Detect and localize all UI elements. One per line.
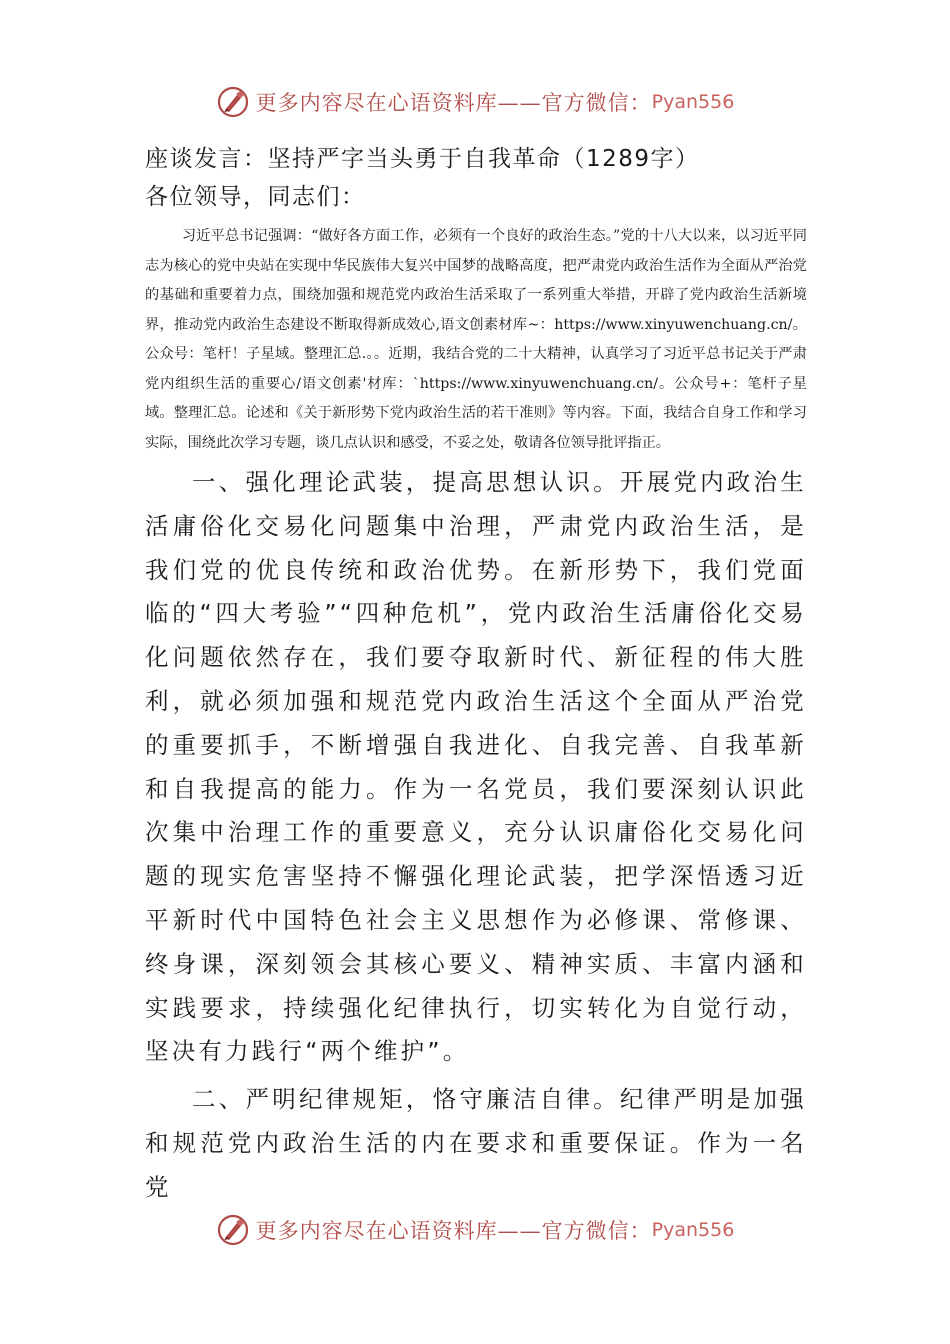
paragraph-1: 一、强化理论武装，提高思想认识。开展党内政治生活庸俗化交易化问题集中治理，严肃党内政治生活，是我们党的优良传统和政治优势。在新形势下，我们党面临的“四大考验”“四种危机”，党内政治生活庸俗化交易化问题依然存在，我们要夺取新时代、新征程的伟大胜利，就必须加强和规范党内政治生活这个全面从严治党的重要抓手，不断增强自我进化、自我完善、自我革新和自我提高的能力。作为一名党员，我们要深刻认识此次集中治理工作的重要意义，充分认识庸俗化交易化问题的现实危害坚持不懈强化理论武装，把学深悟透习近平新时代中国特色社会主义思想作为必修课、常修课、终身课，深刻领会其核心要义、精神实质、丰富内涵和实践要求，持续强化纪律执行，切实转化为自觉行动，坚决有力践行“两个维护”。: [145, 468, 807, 1066]
document-title: 座谈发言：坚持严字当头勇于自我革命（1289字）: [145, 146, 700, 172]
banner-wechat-id: Pyan556: [651, 91, 735, 113]
header-banner: [0, 82, 950, 122]
pen-nib-logo-icon: [216, 85, 250, 119]
salutation: 各位领导，同志们：: [145, 184, 366, 210]
paragraph-2: 二、严明纪律规矩，恪守廉洁自律。纪律严明是加强和规范党内政治生活的内在要求和重要保证。作为一名党: [145, 1085, 807, 1201]
document-body: [145, 140, 807, 1210]
intro-paragraph: 习近平总书记强调：“做好各方面工作，必须有一个良好的政治生态。”党的十八大以来，以习近平同志为核心的党中央站在实现中华民族伟大复兴中国梦的战略高度，把严肃党内政治生活作为全面从严治党的基础和重要着力点，围绕加强和规范党内政治生活采取了一系列重大举措，开辟了党内政治生活新境界，推动党内政治生态建设不断取得新成效心,语文创素材库~：https://www.xinyuwenchuang.cn/。公众号：笔杆！子星域。整理汇总.。。近期，我结合党的二十大精神，认真学习了习近平总书记关于严肃党内组织生活的重要心/语文创素'材库：`https://www.xinyuwenchuang.cn/。公众号+：笔杆子星域。整理汇总。论述和《关于新形势下党内政治生活的若干准则》等内容。下面，我结合自身工作和学习实际，围绕此次学习专题，谈几点认识和感受，不妥之处，敬请各位领导批评指正。: [145, 228, 807, 451]
pen-nib-logo-icon: [216, 1213, 250, 1247]
footer-banner: [0, 1210, 950, 1250]
banner-slogan: 更多内容尽在心语资料库——官方微信：: [255, 1219, 652, 1243]
banner-slogan: 更多内容尽在心语资料库——官方微信：: [255, 91, 652, 115]
banner-wechat-id: Pyan556: [651, 1219, 735, 1241]
